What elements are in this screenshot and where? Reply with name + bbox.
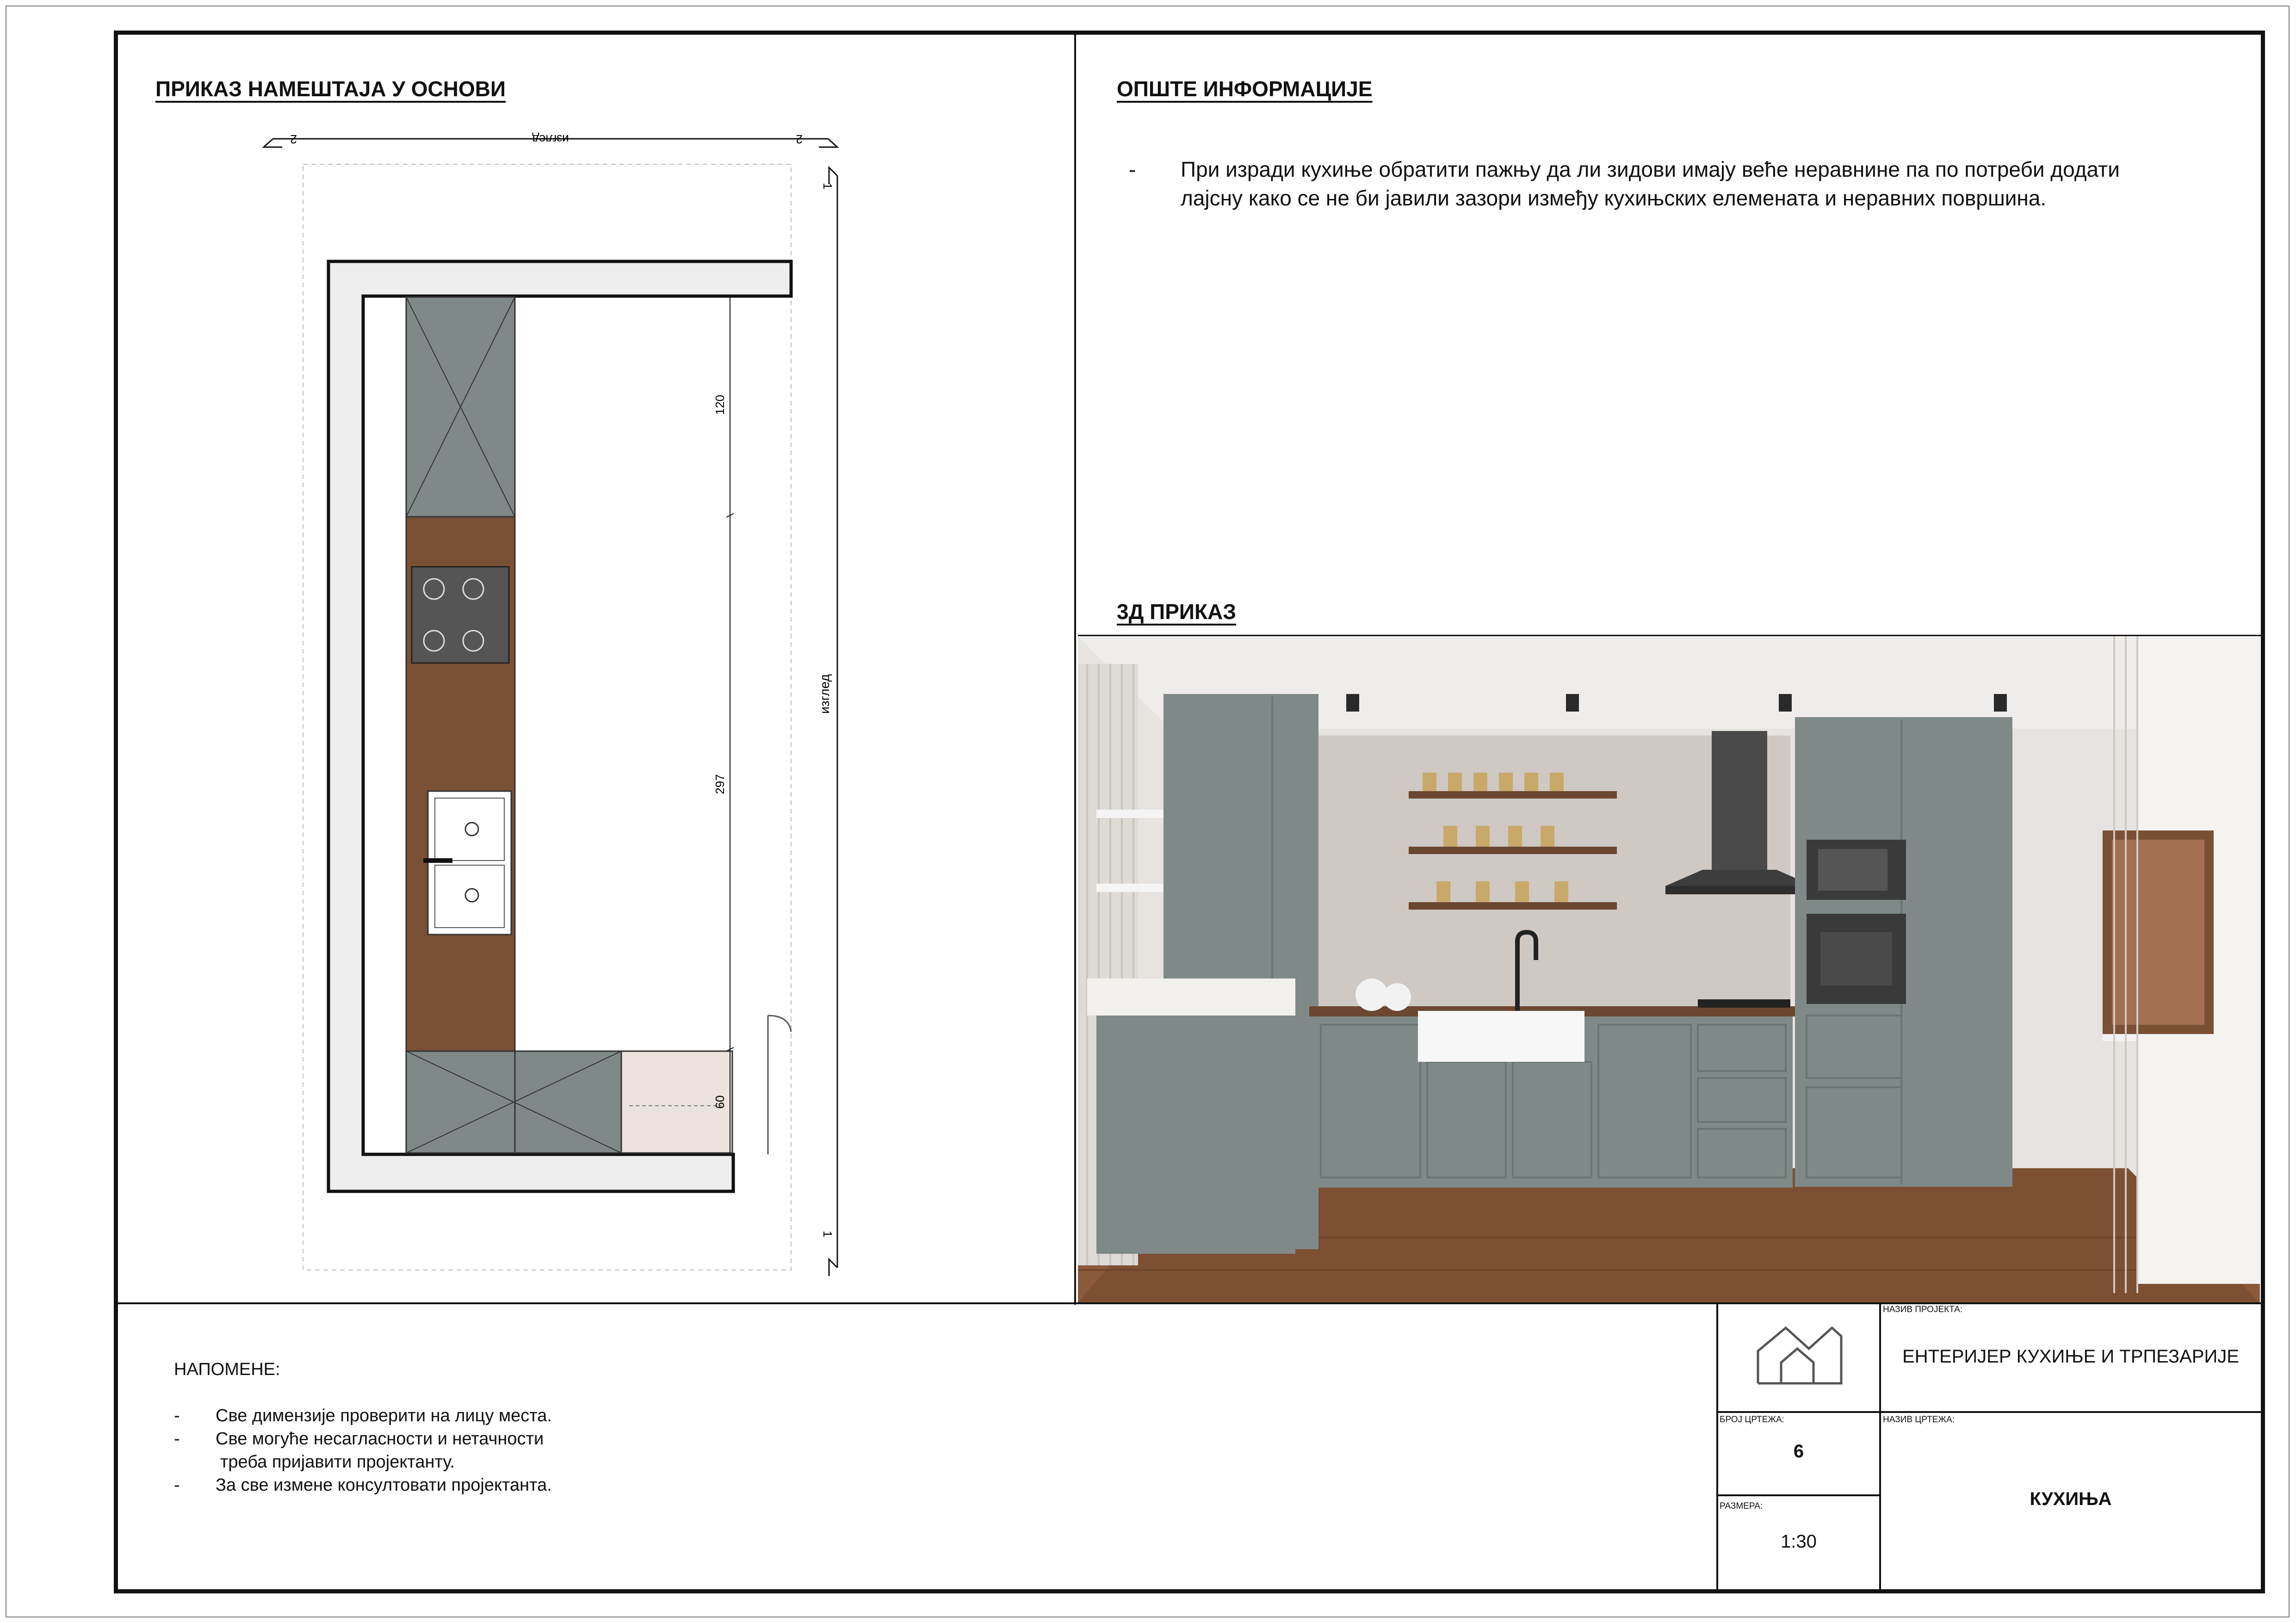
notes-item-1: Све димензије проверити на лицу места. (216, 1406, 552, 1425)
notes-item-2: Све могуће несагласности и нетачности (216, 1429, 544, 1449)
dim-120: 120 (713, 395, 727, 415)
house-logo-icon (1753, 1323, 1846, 1388)
scale-label: РАЗМЕРА: (1720, 1501, 1763, 1511)
project-name: ЕНТЕРИЈЕР КУХИЊЕ И ТРПЕЗАРИЈЕ (1902, 1346, 2239, 1367)
tb-row-line-1 (1716, 1411, 2262, 1413)
drawing-name-label: НАЗИВ ЦРТЕЖА: (1883, 1415, 1955, 1425)
info-text: При изради кухиње обратити пажњу да ли зидови имају веће неравнине па по потреби додати лајсну како се не би јавили зазори између кухињских елемената и неравних површина. (1181, 157, 2120, 210)
plan-title: ПРИКАЗ НАМЕШТАЈА У ОСНОВИ (155, 77, 506, 101)
drawing-number-label: БРОЈ ЦРТЕЖА: (1720, 1415, 1784, 1425)
divider-vertical (1074, 32, 1076, 1305)
notes-bullet-3: - (174, 1475, 180, 1495)
tb-row-line-2 (1716, 1494, 1881, 1496)
door-swing (768, 1016, 791, 1154)
scale: 1:30 (1781, 1531, 1817, 1552)
dim-60: 60 (713, 1095, 727, 1109)
info-title: ОПШТЕ ИНФОРМАЦИЈЕ (1117, 77, 1373, 101)
cooktop (412, 567, 509, 663)
corner-cabinet (406, 1051, 515, 1153)
tb-divider-2 (1879, 1302, 1881, 1592)
section-top-label: изглед (532, 132, 569, 146)
project-name-label: НАЗИВ ПРОЈЕКТА: (1883, 1305, 1963, 1314)
section-marker-right-icon (819, 139, 837, 147)
notes-bullet-2: - (174, 1429, 180, 1449)
kitchen-render (1078, 636, 2260, 1302)
drawing-number: 6 (1793, 1441, 1804, 1462)
section-right-label: изглед (817, 674, 832, 714)
notes-item-3: За све измене консултовати пројектанта. (216, 1475, 552, 1495)
info-bullet: - (1129, 157, 1136, 181)
section-top-right-num: 2 (796, 132, 803, 146)
drawing-name: КУХИЊА (2030, 1489, 2112, 1509)
dim-297: 297 (713, 774, 727, 794)
floor-plan (259, 125, 897, 1282)
section-marker-left-icon (264, 139, 282, 147)
section-right-bottom-num: 1 (821, 1231, 835, 1238)
section-top-left-num: 2 (290, 132, 297, 146)
section-right-top-num: 1 (821, 183, 835, 190)
divider-horizontal (116, 1302, 2262, 1304)
notes-title: НАПОМЕНЕ: (174, 1360, 280, 1379)
notes-bullet-1: - (174, 1406, 180, 1425)
notes-item-2-cont: треба пријавити пројектанту. (220, 1452, 455, 1472)
render-title: 3Д ПРИКАЗ (1117, 600, 1237, 624)
